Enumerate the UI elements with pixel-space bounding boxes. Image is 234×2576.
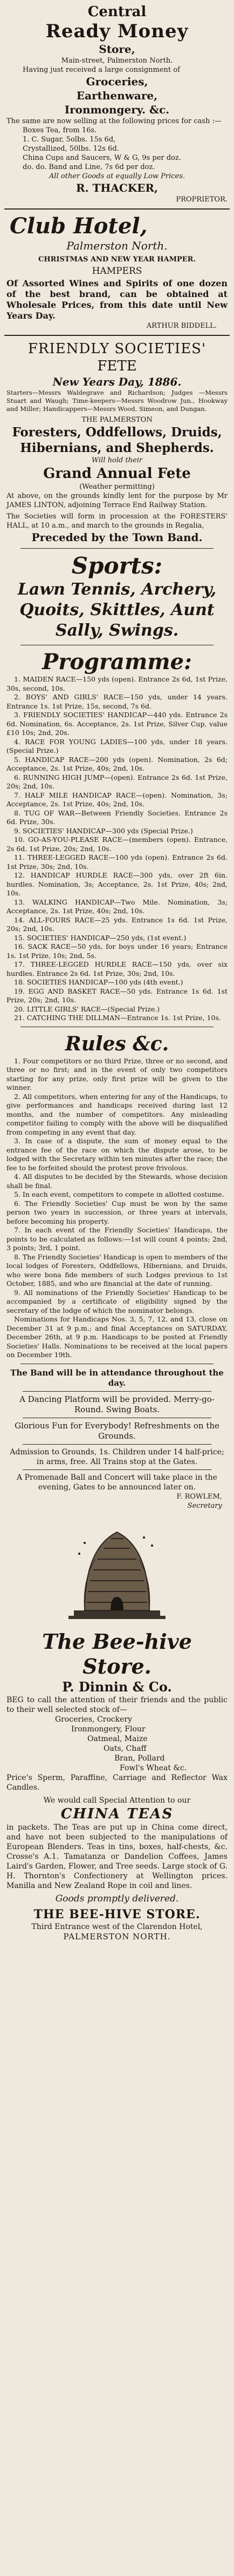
programme-item: 6. RUNNING HIGH JUMP—(open). Entrance 2s 6d. 1st Prize, 20s; 2nd, 10s. xyxy=(6,773,228,790)
beehive-tea-body: in packets. The Teas are put up in China come direct, and have not been subjected to the manipulations of European Blenders. Teas in tins, boxes, half-chests, &c. Crosse's A.1. Tamatanza or Dandelion Coffees, James Laird's Garden, Flower, and Tree seeds. Large stock of G. H. Thornton's Confectionery at Wellington prices. Manilla and New Zealand Rope in coil and lines. xyxy=(6,1823,228,1890)
programme-item: 7. HALF MILE HANDICAP RACE—(open). Nomination, 3s; Acceptance, 2s. 1st Prize, 40s; 2nd, 10s. xyxy=(6,791,228,808)
programme-item: 11. THREE-LEGGED RACE—100 yds (open). Entrance 2s 6d. 1st Prize, 30s; 2nd, 10s. xyxy=(6,853,228,871)
divider xyxy=(23,1391,211,1392)
rule-item: 4. All disputes to be decided by the Stewards, whose decision shall be final. xyxy=(6,1172,228,1190)
divider xyxy=(23,1444,211,1445)
notice-dancing: A Dancing Platform will be provided. Merry-go-Round. Swing Boats. xyxy=(19,1394,215,1414)
programme-item: 8. TUG OF WAR—Between Friendly Societies. Entrance 2s 6d. Prize, 30s. xyxy=(6,808,228,826)
rules-title: Rules &c. xyxy=(65,1032,169,1055)
programme-item: 4. RACE FOR YOUNG LADIES—100 yds, under 18 years. (Special Prize.) xyxy=(6,737,228,754)
goods-item: Bran, Pollard xyxy=(114,1754,165,1763)
programme-item: 19. EGG AND BASKET RACE—50 yds. Entrance 1s 6d. 1st Prize, 20s; 2nd, 10s. xyxy=(6,987,228,1004)
programme-item: 18. SOCIETIES HANDICAP—100 yds (4th event.) xyxy=(14,978,183,986)
programme-item: 13. WALKING HANDICAP—Two Mile. Nomination, 3s; Acceptance, 2s. 1st Prize, 40s; 2nd, 10s. xyxy=(6,898,228,915)
beehive-tea-head: CHINA TEAS xyxy=(60,1805,174,1822)
rule-item: 5. In each event, competitors to compete in allotted costume. xyxy=(14,1190,224,1198)
programme-item: 1. MAIDEN RACE—150 yds (open). Entrance 2s 6d, 1st Prize, 30s, second, 10s. xyxy=(6,675,228,692)
price-row: Crystallized, 50lbs. 12s 6d. xyxy=(23,145,119,153)
ad-address: Main-street, Palmerston North. xyxy=(61,57,173,65)
club-hotel-ad xyxy=(4,213,230,332)
fete-weather: (Weather permitting) xyxy=(79,483,155,491)
goods-item: Oatmeal, Maize xyxy=(87,1734,148,1743)
divider xyxy=(20,548,214,549)
rule-item: 6. The Friendly Societies' Cup must be won by the same person two years in succession, or three years at intervals, before becoming his property. xyxy=(6,1199,228,1225)
ad-goods-1: Groceries, xyxy=(86,75,148,88)
ad-title-line2: Ready Money xyxy=(45,21,189,42)
newspaper-column xyxy=(4,0,230,2576)
sports-section xyxy=(4,551,230,642)
ad-intro: Having just received a large consignment of xyxy=(23,66,180,74)
fete-will-hold: Will hold their xyxy=(91,456,143,464)
beehive-goods xyxy=(6,1715,228,1773)
ready-money-ad xyxy=(4,2,230,205)
hotel-title: Club Hotel, xyxy=(10,213,148,239)
beehive-prices-line: Price's Sperm, Paraffine, Carriage and Reflector Wax Candles. xyxy=(6,1773,228,1792)
programme-item: 17. THREE-LEGGED HURDLE RACE—150 yds, over six hurdles. Entrance 2s 6d. 1st Prize, 30s; 2nd, 10s. xyxy=(6,960,228,977)
programme-item: 15. SOCIETIES' HANDICAP—250 yds, (1st event.) xyxy=(14,933,187,942)
beehive-firm: P. Dinnin & Co. xyxy=(62,1678,172,1695)
divider xyxy=(23,1469,211,1470)
hotel-body: Of Assorted Wines and Spirits of one dozen of the best brand, can be obtained at Wholesale Prices, from this date until New Years Day. xyxy=(6,278,228,321)
beehive-icon xyxy=(63,1516,171,1624)
programme-item: 21. CATCHING THE DILLMAN—Entrance 1s. 1st Prize, 10s. xyxy=(14,1014,221,1022)
fete-title2: FETE xyxy=(97,358,137,374)
fete-societies: The Societies will form in procession at the FORESTERS' HALL, at 10 a.m., and march to the grounds in Regalia, xyxy=(6,512,228,530)
beehive-tea-intro: We would call Special Attention to our xyxy=(43,1796,191,1805)
programme-item: 9. SOCIETIES' HANDICAP—300 yds (Special Prize.) xyxy=(14,826,193,835)
notice-admission: Admission to Grounds, 1s. Children under 14 half-price; in arms, free. All Trains stop at the Gates. xyxy=(10,1447,224,1466)
fete-date: New Years Day, 1886. xyxy=(52,375,182,388)
programme-item: 20. LITTLE GIRLS' RACE—(Special Prize.) xyxy=(14,1004,160,1013)
notice-secretary: F. ROWLEM, xyxy=(176,1492,222,1501)
ad-title-line1: Central xyxy=(87,4,147,20)
beehive-ad xyxy=(4,1628,230,1943)
beehive-title: The Bee-hive Store. xyxy=(42,1629,192,1678)
notice-band: The Band will be in attendance throughout the day. xyxy=(10,1367,224,1388)
fete-grand: Grand Annual Fete xyxy=(43,466,191,482)
beehive-sign-head: THE BEE-HIVE STORE. xyxy=(33,1907,201,1921)
fete-preceded: Preceded by the Town Band. xyxy=(31,531,203,544)
fete-bodies: Foresters, Oddfellows, Druids, Hibernians, and Shepherds. xyxy=(12,425,222,455)
sports-games: Lawn Tennis, Archery, Quoits, Skittles, Aunt Sally, Swings. xyxy=(17,580,217,640)
programme-title: Programme: xyxy=(42,649,192,675)
price-row: China Cups and Saucers, W & G, 9s per doz. xyxy=(23,154,181,162)
programme-item: 2. BOYS' AND GIRLS' RACE—150 yds, under 14 years. Entrance 1s. 1st Prize, 15s, second, 7s 6d. xyxy=(6,693,228,710)
ad-goods-2: Earthenware, xyxy=(76,89,158,102)
ad-role: PROPRIETOR. xyxy=(176,195,228,204)
hotel-owner: ARTHUR BIDDELL. xyxy=(146,322,217,330)
goods-item: Fowl's Wheat &c. xyxy=(120,1763,187,1772)
beehive-intro: BEG to call the attention of their friends and the public to their well selected stock of— xyxy=(6,1695,228,1714)
fete-starters: Starters—Messrs Waldegrave and Richardson; Judges —Messrs Stuart and Waugh; Time-keepers—Messrs Woodrow Jun., Hookway and Miller; Handicappers—Messrs Wood, Simeon, and Dungan. xyxy=(6,389,228,413)
rules-list xyxy=(6,1057,228,1360)
ad-goods-3: Ironmongery. &c. xyxy=(64,103,170,116)
rule-item: 1. Four competitors or no third Prize, three or no second, and three or no first; and in the event of only two competitors starting for any prize, only first prize will be given to the winner. xyxy=(6,1056,228,1091)
price-row: 1. C. Sugar, 5olbs. 15s 6d, xyxy=(23,136,116,144)
programme-item: 14. ALL-FOURS RACE—25 yds. Entrance 1s 6d. 1st Prize, 20s; 2nd, 10s. xyxy=(6,915,228,933)
ad-prices-intro: The same are now selling at the following prices for cash :— xyxy=(6,117,222,125)
rule-item: 7. In each event of the Friendly Societies' Handicaps, the points to be calculated as follows:—1st will count 4 points; 2nd, 3 points; 3rd, 1 point. xyxy=(6,1226,228,1252)
sports-title: Sports: xyxy=(71,552,163,579)
price-row: do. do. Band and Line, 7s 6d per doz. xyxy=(23,163,155,171)
programme-item: 5. HANDICAP RACE—200 yds (open). Nomination, 2s 6d; Acceptance, 2s. 1st Prize, 40s; 2nd, 10s. xyxy=(6,755,228,772)
ad-store: Store, xyxy=(99,43,135,56)
hotel-line2: HAMPERS xyxy=(92,266,142,277)
rule-item: 9. All nominations of the Friendly Societies' Handicap to be accompanied by a certificate of eligibility signed by the secretary of the lodge of which the nominator belongs. xyxy=(6,1288,228,1314)
rule-item: 2. All competitors, when entering for any of the Handicaps, to give performances and handicaps received during last 12 months, and the number of competitors. Any misleading competitor failing to comply with the above will be disqualified from competing in any event that day. xyxy=(6,1092,228,1136)
goods-item: Ironmongery, Flour xyxy=(71,1724,146,1734)
hotel-place: Palmerston North. xyxy=(66,239,168,252)
notice-secretary-role: Secretary xyxy=(187,1501,222,1510)
programme-list xyxy=(6,675,228,1023)
rule-item: Nominations for Handicaps Nos. 3, 5, 7, 12, and 13, close on December 31 at 9 p.m.; and final Acceptances on SATURDAY, December 26th, at 9 p.m. Handicaps to be posted at Friendly Societies' Halls. Nominations to be received at the local papers on December 19th. xyxy=(6,1315,228,1359)
fete-ad xyxy=(4,339,230,545)
ad-all-other: All other Goods at equally Low Prices. xyxy=(49,172,185,180)
programme-item: 10. GO-AS-YOU-PLEASE RACE—(members (open). Entrance, 2s 6d. 1st Prize, 20s; 2nd, 10s. xyxy=(6,835,228,853)
programme-item: 3. FRIENDLY SOCIETIES' HANDICAP—440 yds. Entrance 2s 6d. Nomination, 6s. Acceptance, 2s. 1st Prize, Silver Cup, value £10 10s; 2nd, 20s. xyxy=(6,711,228,737)
divider xyxy=(4,208,230,210)
fete-notices xyxy=(4,1367,230,1512)
beehive-goods-note: Goods promptly delivered. xyxy=(55,1893,179,1904)
beehive-sign-place: PALMERSTON NORTH. xyxy=(63,1931,171,1941)
goods-item: Oats, Chaff xyxy=(104,1744,147,1753)
programme-item: 12. HANDICAP HURDLE RACE—300 yds, over 2ft 6in. hurdles. Nomination, 3s; Acceptance, 2s. 1st Prize, 40s; 2nd, 10s. xyxy=(6,871,228,897)
price-row: Boxes Tea, from 16s. xyxy=(23,126,97,134)
notice-glorious: Glorious Fun for Everybody! Refreshments on the Grounds. xyxy=(15,1420,219,1441)
fete-title: FRIENDLY SOCIETIES' xyxy=(27,341,207,357)
fete-intro-head: THE PALMERSTON xyxy=(81,416,153,424)
beehive-illustration xyxy=(4,1516,230,1624)
rule-item: 8. The Friendly Societies' Handicap is open to members of the local lodges of Foresters, Oddfellows, Hibernians, and Druids, who were bona fide members of such Lodges previous to 1st October, 1885, and who are financial at the date of running. xyxy=(6,1252,228,1287)
programme-section xyxy=(4,648,230,1024)
ad-owner: R. THACKER, xyxy=(76,181,158,194)
programme-item: 16. SACK RACE—50 yds, for boys under 16 years; Entrance 1s. 1st Prize, 10s; 2nd, 5s. xyxy=(6,942,228,960)
beehive-sign-address: Third Entrance west of the Clarendon Hotel, xyxy=(31,1922,203,1931)
rule-item: 3. In case of a dispute, the sum of money equal to the entrance fee of the race on which the dispute arose, to be lodged with the Secretary within ten minutes after the race; the fee to be forfeited should the protest prove frivolous. xyxy=(6,1137,228,1172)
hotel-line1: CHRISTMAS AND NEW YEAR HAMPER. xyxy=(38,255,196,264)
goods-item: Groceries, Crockery xyxy=(55,1715,133,1724)
divider xyxy=(4,335,230,336)
rules-section xyxy=(4,1030,230,1361)
fete-procession: At above, on the grounds kindly lent for the purpose by Mr JAMES LINTON, adjoining Terrace End Railway Station. xyxy=(6,492,228,509)
notice-promenade: A Promenade Ball and Concert will take place in the evening, Gates to be announced later on. xyxy=(17,1473,217,1492)
